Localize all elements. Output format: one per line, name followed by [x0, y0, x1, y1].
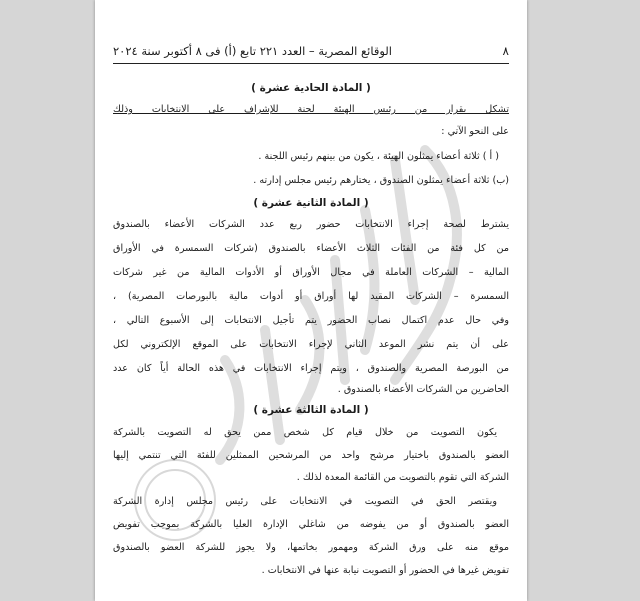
article-12-line: من البورصة المصرية والصندوق ، ويتم إجراء الانتخابات في هذه الحالة أياً كان عدد: [113, 363, 509, 374]
article-11-line: ( أ ) ثلاثة أعضاء يمثلون الهيئة ، يكون من بينهم رئيس اللجنة .: [258, 151, 499, 162]
article-11-heading: ( المادة الحادية عشرة ): [251, 82, 371, 94]
gazette-title: الوقائع المصرية – العدد ٢٢١ تابع (أ) فى ٨ أكتوبر سنة ٢٠٢٤: [113, 44, 392, 58]
article-13-line: يكون التصويت من خلال قيام كل شخص ممن يحق له التصويت بالشركة: [113, 427, 497, 438]
article-12-line: الحاضرين من الشركات الأعضاء بالصندوق .: [337, 384, 509, 395]
article-12-line: من كل فئة من الفئات الثلاث الأعضاء بالصندوق (شركات السمسرة في الأوراق: [113, 243, 509, 254]
article-12-line: المالية – الشركات العاملة في مجال الأوراق أو الأدوات المالية من غير شركات: [113, 267, 509, 278]
article-12-heading: ( المادة الثانية عشرة ): [253, 197, 369, 209]
page-number: ٨: [502, 44, 509, 58]
article-12-line: وفي حال عدم اكتمال نصاب الحضور يتم تأجيل الانتخابات إلى الأسبوع التالي ،: [113, 315, 509, 326]
article-13-line: موقع منه على ورق الشركة ومهمور بخاتمها، ولا يجوز للشركة العضو بالصندوق: [113, 542, 509, 553]
article-12-line: على أن يتم نشر الموعد الثاني لإجراء الانتخابات على الموقع الإلكتروني لكل: [113, 339, 509, 350]
article-12-line: السمسرة – الشركات المقيد لها أوراق أو أدوات مالية بالبورصات المصرية) ،: [113, 291, 509, 302]
document-page: [95, 0, 527, 601]
article-12-line: يشترط لصحة إجراء الانتخابات حضور ربع عدد الشركات الأعضاء بالصندوق: [113, 219, 509, 230]
article-11-line: (ب) ثلاثة أعضاء يمثلون الصندوق ، يختارهم رئيس مجلس إدارته .: [253, 175, 509, 186]
article-13-line: الشركة التي تقوم بالتصويت من القائمة المعدة لذلك .: [296, 472, 509, 483]
header-rule: [113, 63, 509, 64]
page-header: [113, 42, 509, 60]
article-11-line: تشكل بقرار من رئيس الهيئة لجنة للإشراف على الانتخابات وذلك: [113, 104, 509, 115]
article-13-line: ويقتصر الحق في التصويت في الانتخابات على رئيس مجلس إدارة الشركة: [113, 496, 497, 507]
article-13-line: تفويض غيرها في الحضور أو التصويت نيابة عنها في الانتخابات .: [261, 565, 509, 576]
article-13-line: العضو بالصندوق باختيار مرشح واحد من المرشحين الممثلين للفئة التي تنتمي إليها: [113, 450, 509, 461]
article-11-line: على النحو الآتي :: [441, 126, 509, 137]
article-13-line: العضو بالصندوق أو من يفوضه من شاغلي الإدارة العليا بالشركة بموجب تفويض: [113, 519, 509, 530]
article-13-heading: ( المادة الثالثة عشرة ): [253, 404, 369, 416]
